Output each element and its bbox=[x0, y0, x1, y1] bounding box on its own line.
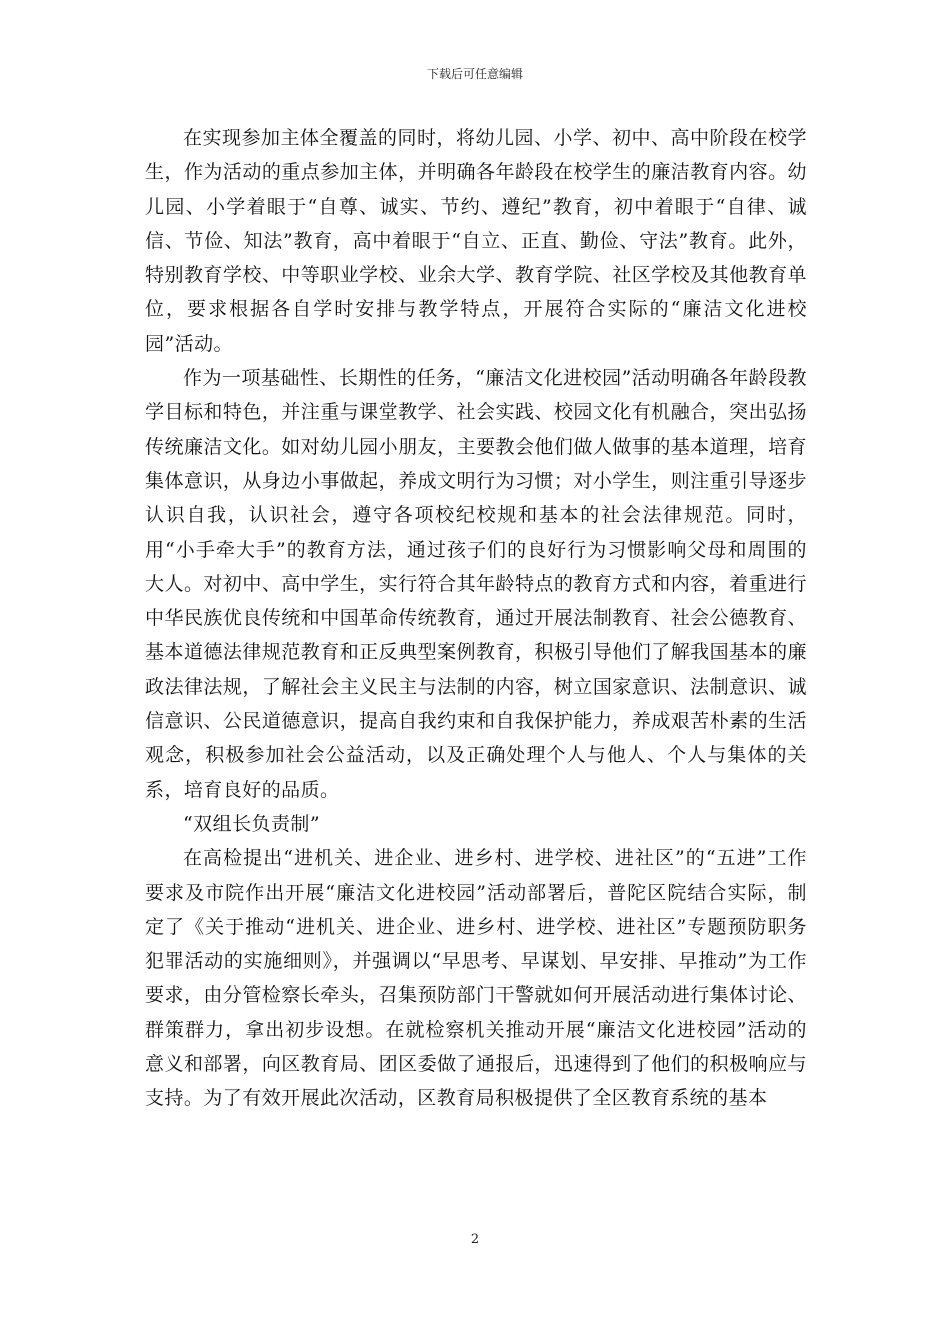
paragraph-2: 作为一项基础性、长期性的任务，“廉洁文化进校园”活动明确各年龄段教学目标和特色，并注重与课堂教学、社会实践、校园文化有机融合，突出弘扬传统廉洁文化。如对幼儿园小朋友，主要教会他们做人做事的基本道理，培育集体意识，从身边小事做起，养成文明行为习惯；对小学生，则注重引导逐步认识自我，认识社会，遵守各项校纪校规和基本的社会法律规范。同时，用“小手牵大手”的教育方法，通过孩子们的良好行为习惯影响父母和周围的大人。对初中、高中学生，实行符合其年龄特点的教育方式和内容，着重进行中华民族优良传统和中国革命传统教育，通过开展法制教育、社会公德教育、基本道德法律规范教育和正反典型案例教育，积极引导他们了解我国基本的廉政法律法规，了解社会主义民主与法制的内容，树立国家意识、法制意识、诚信意识、公民道德意识，提高自我约束和自我保护能力，养成艰苦朴素的生活观念，积极参加社会公益活动，以及正确处理个人与他人、个人与集体的关系，培育良好的品质。 bbox=[145, 367, 807, 801]
page-number: 2 bbox=[470, 1232, 480, 1247]
paragraph-3: 在高检提出“进机关、进企业、进乡村、进学校、进社区”的“五进”工作要求及市院作出开展“廉洁文化进校园”活动部署后，普陀区院结合实际，制定了《关于推动“进机关、进企业、进乡村、进学校、进社区”专题预防职务犯罪活动的实施细则》，并强调以“早思考、早谋划、早安排、早推动”为工作要求，由分管检察长牵头，召集预防部门干警就如何开展活动进行集体讨论、群策群力，拿出初步设想。在就检察机关推动开展“廉洁文化进校园”活动的意义和部署，向区教育局、团区委做了通报后，迅速得到了他们的积极响应与支持。为了有效开展此次活动，区教育局积极提供了全区教育系统的基本 bbox=[145, 847, 807, 1110]
paragraph-1: 在实现参加主体全覆盖的同时，将幼儿园、小学、初中、高中阶段在校学生，作为活动的重点参加主体，并明确各年龄段在校学生的廉洁教育内容。幼儿园、小学着眼于“自尊、诚实、节约、遵纪”教育，初中着眼于“自律、诚信、节俭、知法”教育，高中着眼于“自立、正直、勤俭、守法”教育。此外，特别教育学校、中等职业学校、业余大学、教育学院、社区学校及其他教育单位，要求根据各自学时安排与教学特点，开展符合实际的“廉洁文化进校园”活动。 bbox=[145, 127, 807, 355]
section-heading: “双组长负责制” bbox=[183, 812, 321, 835]
page-header: 下载后可任意编辑 bbox=[426, 67, 523, 81]
document-body bbox=[145, 121, 807, 1116]
